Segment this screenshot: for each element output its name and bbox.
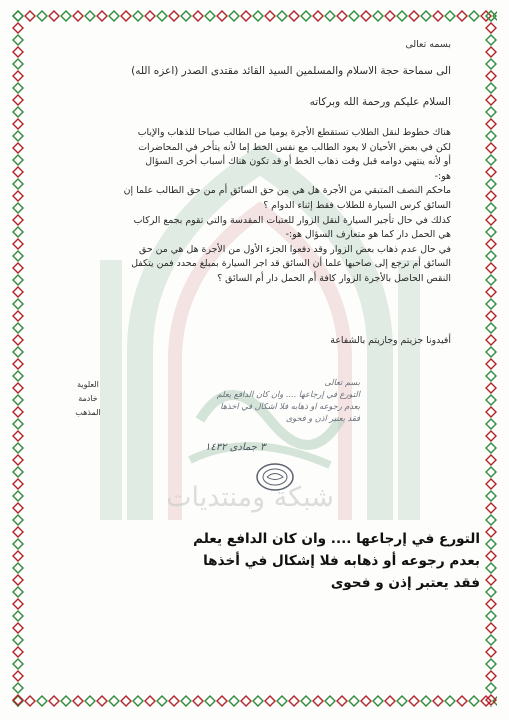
border-link (253, 11, 263, 21)
border-link (361, 11, 371, 21)
border-link (486, 659, 496, 669)
letter-body (46, 126, 451, 287)
letter-addressee: الى سماحة حجة الاسلام والمسلمين السيد القائد مقتدى الصدر (اعزه الله) (131, 65, 451, 77)
border-link (277, 11, 287, 21)
border-link (486, 59, 496, 69)
border-link (205, 11, 215, 21)
border-link (13, 23, 23, 33)
border-link (289, 696, 299, 706)
border-link (385, 696, 395, 706)
border-link (486, 107, 496, 117)
border-link (445, 696, 455, 706)
border-link (13, 503, 23, 513)
border-link (421, 11, 431, 21)
border-link (397, 696, 407, 706)
border-link (486, 335, 496, 345)
border-link (486, 23, 496, 33)
answer-line: فقد يعتبر إذن و فحوى (330, 575, 480, 591)
border-link (85, 11, 95, 21)
decorative-border-top (12, 10, 497, 22)
border-link (13, 35, 23, 45)
border-link (486, 119, 496, 129)
border-link (486, 635, 496, 645)
border-link (469, 11, 479, 21)
border-link (337, 11, 347, 21)
border-link (169, 696, 179, 706)
border-link (486, 695, 496, 705)
border-link (13, 335, 23, 345)
border-link (13, 47, 23, 57)
border-link (13, 359, 23, 369)
border-link (229, 696, 239, 706)
border-link (13, 539, 23, 549)
border-link (361, 696, 371, 706)
border-link (486, 671, 496, 681)
border-link (486, 71, 496, 81)
letter-body-line: لكن في بعض الأحيان لا يعود الطالب مع نفس الخط إما لأنه يتأخر في المحاضرات (138, 141, 451, 153)
handwritten-line: فقد يعتبر اذن و فحوى (285, 413, 360, 423)
border-link (49, 11, 59, 21)
border-link (37, 11, 47, 21)
border-link (486, 287, 496, 297)
border-link (13, 323, 23, 333)
border-link (253, 696, 263, 706)
border-link (181, 11, 191, 21)
border-link (13, 611, 23, 621)
letter-body-line: النقص الحاصل بالأجرة الزوار كافة أم الحمل دار أم السائق ؟ (217, 272, 451, 284)
border-link (486, 383, 496, 393)
border-link (13, 419, 23, 429)
border-link (13, 191, 23, 201)
border-link (486, 35, 496, 45)
border-link (13, 167, 23, 177)
border-link (349, 11, 359, 21)
letter-closing: أفيدونا جزيتم وجازيتم بالشفاعة (330, 335, 451, 346)
border-link (13, 527, 23, 537)
border-link (486, 467, 496, 477)
border-link (486, 239, 496, 249)
answer-line: التورع في إرجاعها .... وان كان الدافع يعلم (193, 531, 480, 547)
border-link (13, 467, 23, 477)
letter-body-line: في حال عدم ذهاب بعض الزوار وقد دفعوا الجزء الأول من الأجرة هل هي من حق (139, 243, 451, 255)
border-link (486, 143, 496, 153)
border-link (349, 696, 359, 706)
border-link (486, 179, 496, 189)
border-link (13, 443, 23, 453)
answer-line: بعدم رجوعه أو ذهابه فلا إشكال في أخذها (203, 553, 480, 569)
border-link (13, 251, 23, 261)
border-link (13, 635, 23, 645)
border-link (133, 11, 143, 21)
border-link (486, 83, 496, 93)
border-link (486, 419, 496, 429)
border-link (486, 359, 496, 369)
border-link (265, 696, 275, 706)
border-link (13, 287, 23, 297)
border-link (13, 59, 23, 69)
border-link (486, 539, 496, 549)
border-link (486, 515, 496, 525)
border-link (145, 696, 155, 706)
border-link (486, 683, 496, 693)
border-link (486, 215, 496, 225)
border-link (486, 323, 496, 333)
border-link (37, 696, 47, 706)
border-link (486, 407, 496, 417)
letter-body-line: هو:- (434, 170, 451, 182)
border-link (13, 455, 23, 465)
border-link (301, 11, 311, 21)
border-link (229, 11, 239, 21)
border-link (486, 191, 496, 201)
handwritten-line: التورع في إرجاعها .... وان كان الدافع يعلم (216, 389, 360, 399)
border-link (13, 311, 23, 321)
border-link (486, 371, 496, 381)
letter-basmala: بسمه تعالى (405, 39, 451, 50)
border-link (157, 696, 167, 706)
border-link (486, 455, 496, 465)
border-link (13, 575, 23, 585)
letter-body-line: السائق أم ترجع إلى صاحبها علما أن السائق قد اجر السيارة بمبلغ محدد فمن يتكفل (131, 258, 451, 270)
border-link (373, 696, 383, 706)
border-link (13, 431, 23, 441)
border-link (109, 11, 119, 21)
border-link (13, 407, 23, 417)
border-link (301, 696, 311, 706)
letter-body-line: السائق كرس السيارة للطلاب فقط إثناء الدوام ؟ (263, 199, 451, 211)
border-link (486, 155, 496, 165)
border-link (277, 696, 287, 706)
letter-body-line: هي الحمل دار كما هو متعارف السؤال هو:- (285, 229, 451, 241)
border-link (61, 696, 71, 706)
border-link (486, 347, 496, 357)
handwritten-reply (120, 376, 360, 424)
border-link (486, 11, 496, 21)
border-link (13, 11, 23, 21)
border-link (13, 155, 23, 165)
border-link (133, 696, 143, 706)
border-link (13, 215, 23, 225)
border-link (486, 575, 496, 585)
letter-body-line: هناك خطوط لنقل الطلاب تستقطع الأجرة يوميا من الطالب صباحا للذهاب والإياب (137, 127, 451, 138)
border-link (13, 587, 23, 597)
border-link (13, 695, 23, 705)
border-link (325, 11, 335, 21)
border-link (13, 143, 23, 153)
border-link (241, 696, 251, 706)
border-link (457, 696, 467, 706)
border-link (181, 696, 191, 706)
letter-body-line: أو لأنه ينتهي دوامه قبل وقت ذهاب الخط أو قد تكون هناك أسباب أخرى السؤال (145, 156, 451, 168)
watermark-network-text: شبكة ومنتديات (166, 482, 334, 513)
border-link (486, 623, 496, 633)
border-link (397, 11, 407, 21)
border-link (13, 647, 23, 657)
border-link (193, 11, 203, 21)
border-link (486, 587, 496, 597)
border-link (486, 491, 496, 501)
border-link (373, 11, 383, 21)
border-link (25, 696, 35, 706)
letter-body-line: ماحكم النصف المتبقي من الأجرة هل هي من حق السائق أم من حق الطالب علما إن (123, 185, 451, 197)
border-link (313, 11, 323, 21)
border-link (145, 11, 155, 21)
border-link (61, 11, 71, 21)
border-link (486, 431, 496, 441)
border-link (486, 503, 496, 513)
border-link (13, 275, 23, 285)
border-link (73, 696, 83, 706)
border-link (409, 696, 419, 706)
border-link (486, 299, 496, 309)
handwritten-line: بعدم رجوعه او ذهابه فلا اشكال في اخذها (220, 401, 360, 411)
handwritten-date: ٣ جمادى ١٤٣٢ (205, 442, 266, 453)
border-link (486, 599, 496, 609)
border-link (13, 671, 23, 681)
border-link (13, 95, 23, 105)
border-link (486, 611, 496, 621)
border-link (486, 479, 496, 489)
border-link (13, 299, 23, 309)
border-link (486, 443, 496, 453)
border-link (217, 696, 227, 706)
border-link (13, 563, 23, 573)
letter-body-line: كذلك في حال تأجير السيارة لنقل الزوار للعتبات المقدسة والتي تقوم بجمع الركاب (133, 214, 451, 226)
border-link (486, 311, 496, 321)
border-link (486, 395, 496, 405)
border-link (13, 203, 23, 213)
border-link (13, 395, 23, 405)
border-link (486, 251, 496, 261)
border-link (109, 696, 119, 706)
border-link (193, 696, 203, 706)
border-link (13, 599, 23, 609)
border-link (13, 371, 23, 381)
border-link (289, 11, 299, 21)
border-link (486, 167, 496, 177)
border-link (486, 647, 496, 657)
decorative-border-bottom (12, 695, 497, 707)
border-link (217, 11, 227, 21)
border-link (421, 696, 431, 706)
answer-transcription (105, 528, 480, 594)
border-link (13, 347, 23, 357)
border-link (97, 696, 107, 706)
border-link (337, 696, 347, 706)
border-link (486, 227, 496, 237)
border-link (409, 11, 419, 21)
border-link (13, 659, 23, 669)
border-link (486, 551, 496, 561)
border-link (25, 11, 35, 21)
border-link (486, 203, 496, 213)
border-link (13, 71, 23, 81)
border-link (13, 491, 23, 501)
border-link (121, 696, 131, 706)
border-link (486, 275, 496, 285)
sender-line: المذهب (75, 408, 101, 417)
decorative-border-left (12, 10, 24, 707)
border-link (13, 263, 23, 273)
sender-signature (58, 378, 118, 420)
border-link (433, 11, 443, 21)
border-link (241, 11, 251, 21)
border-link (325, 696, 335, 706)
sender-line: العلوية (77, 380, 99, 389)
border-link (13, 515, 23, 525)
border-link (486, 527, 496, 537)
border-link (13, 239, 23, 249)
border-link (13, 119, 23, 129)
border-link (13, 479, 23, 489)
border-link (13, 83, 23, 93)
border-link (49, 696, 59, 706)
border-link (13, 227, 23, 237)
border-link (97, 11, 107, 21)
border-link (157, 11, 167, 21)
border-link (486, 263, 496, 273)
border-link (85, 696, 95, 706)
border-link (13, 107, 23, 117)
border-link (457, 11, 467, 21)
handwritten-line: بسم تعالى (324, 377, 360, 387)
border-link (433, 696, 443, 706)
border-link (486, 131, 496, 141)
border-link (169, 11, 179, 21)
border-link (13, 551, 23, 561)
border-link (486, 47, 496, 57)
border-link (13, 383, 23, 393)
border-link (486, 95, 496, 105)
letter-salutation: السلام عليكم ورحمة الله وبركاته (309, 96, 451, 108)
border-link (469, 696, 479, 706)
border-link (13, 179, 23, 189)
border-link (13, 131, 23, 141)
border-link (205, 696, 215, 706)
border-link (265, 11, 275, 21)
border-link (385, 11, 395, 21)
border-link (13, 623, 23, 633)
decorative-border-right (485, 10, 497, 707)
sender-line: خادمة (78, 394, 98, 403)
border-link (445, 11, 455, 21)
border-link (313, 696, 323, 706)
border-link (486, 563, 496, 573)
border-link (121, 11, 131, 21)
border-link (73, 11, 83, 21)
border-link (13, 683, 23, 693)
